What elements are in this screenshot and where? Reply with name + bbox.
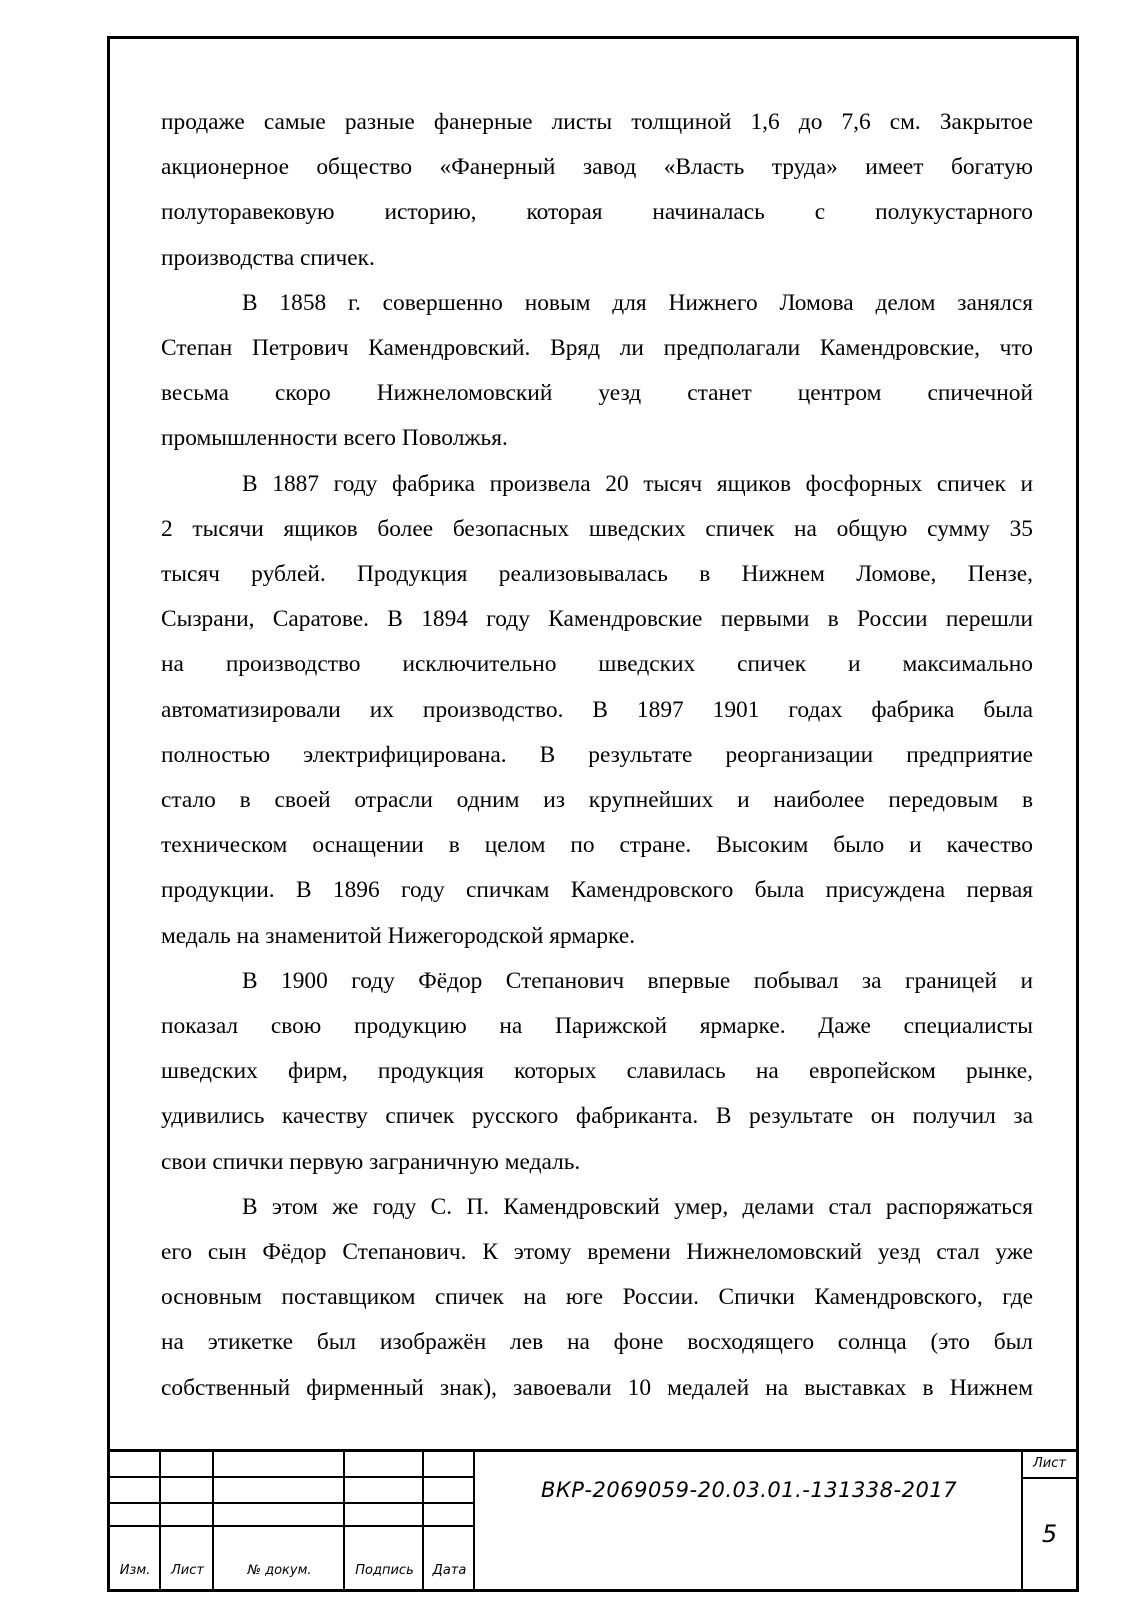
text-line: на этикетке был изображён лев на фоне восходящего солнца (это был <box>161 1329 1033 1356</box>
stamp-col-label-izm: Изм. <box>119 1563 151 1578</box>
text-line: акционерное общество «Фанерный завод «Власть труда» имеет богатую <box>161 154 1033 181</box>
text-line: весьма скоро Нижнеломовский уезд станет центром спичечной <box>161 380 1033 407</box>
text-line: на производство исключительно шведских спичек и максимально <box>161 651 1033 678</box>
text-line: показал свою продукцию на Парижской ярмарке. Даже специалисты <box>161 1013 1033 1040</box>
text-line: техническом оснащении в целом по стране. Высоким было и качество <box>161 832 1033 859</box>
text-line: Сызрани, Саратове. В 1894 году Камендровские первыми в России перешли <box>161 606 1033 633</box>
document-body <box>161 100 1033 1411</box>
text-line: удивились качеству спичек русского фабриканта. В результате он получил за <box>161 1103 1033 1130</box>
stamp-col-label-doc: № докум. <box>247 1563 312 1578</box>
text-line: его сын Фёдор Степанович. К этому времени Нижнеломовский уезд стал уже <box>161 1239 1033 1266</box>
stamp-col-label-date: Дата <box>432 1563 467 1578</box>
text-line: шведских фирм, продукция которых славилась на европейском рынке, <box>161 1058 1033 1085</box>
text-line: медаль на знаменитой Нижегородской ярмарке. <box>161 922 636 949</box>
text-line: полностью электрифицирована. В результате реорганизации предприятие <box>161 741 1033 768</box>
text-line: В этом же году С. П. Камендровский умер, делами стал распоряжаться <box>242 1193 1033 1220</box>
text-line: продаже самые разные фанерные листы толщиной 1,6 до 7,6 см. Закрытое <box>161 109 1033 135</box>
text-line: В 1900 году Фёдор Степанович впервые побывал за границей и <box>242 967 1033 994</box>
document-code: ВКР-2069059-20.03.01.-131338-2017 <box>540 1478 958 1502</box>
text-line: тысяч рублей. Продукция реализовывалась в Нижнем Ломове, Пензе, <box>161 561 1033 588</box>
text-line: Степан Петрович Камендровский. Вряд ли предполагали Камендровские, что <box>161 335 1033 362</box>
sheet-box-line <box>1021 1477 1076 1479</box>
text-line: производства спичек. <box>161 244 375 271</box>
text-line: автоматизировали их производство. В 1897 1901 годах фабрика была <box>161 696 1033 723</box>
text-line: свои спички первую заграничную медаль. <box>161 1148 581 1175</box>
sheet-number: 5 <box>1041 1520 1058 1548</box>
text-line: основным поставщиком спичек на юге России. Спички Камендровского, где <box>161 1284 1033 1311</box>
stamp-col-label-list: Лист <box>171 1563 204 1578</box>
stamp-row-line <box>107 1476 475 1478</box>
stamp-row-line <box>107 1502 475 1504</box>
text-line: 2 тысячи ящиков более безопасных шведских спичек на общую сумму 35 <box>161 515 1033 542</box>
text-line: промышленности всего Поволжья. <box>161 425 508 452</box>
text-line: стало в своей отрасли одним из крупнейших и наиболее передовым в <box>161 787 1033 814</box>
text-line: полуторавековую историю, которая начиналась с полукустарного <box>161 199 1033 226</box>
sheet-label: Лист <box>1033 1456 1066 1471</box>
stamp-row-line <box>107 1525 475 1527</box>
text-line: продукции. В 1896 году спичкам Камендровского была присуждена первая <box>161 877 1033 904</box>
text-line: В 1858 г. совершенно новым для Нижнего Ломова делом занялся <box>242 289 1033 316</box>
text-line: В 1887 году фабрика произвела 20 тысяч ящиков фосфорных спичек и <box>242 470 1033 497</box>
stamp-col-label-signature: Подпись <box>355 1563 414 1578</box>
text-line: собственный фирменный знак), завоевали 10 медалей на выставках в Нижнем <box>161 1374 1033 1401</box>
